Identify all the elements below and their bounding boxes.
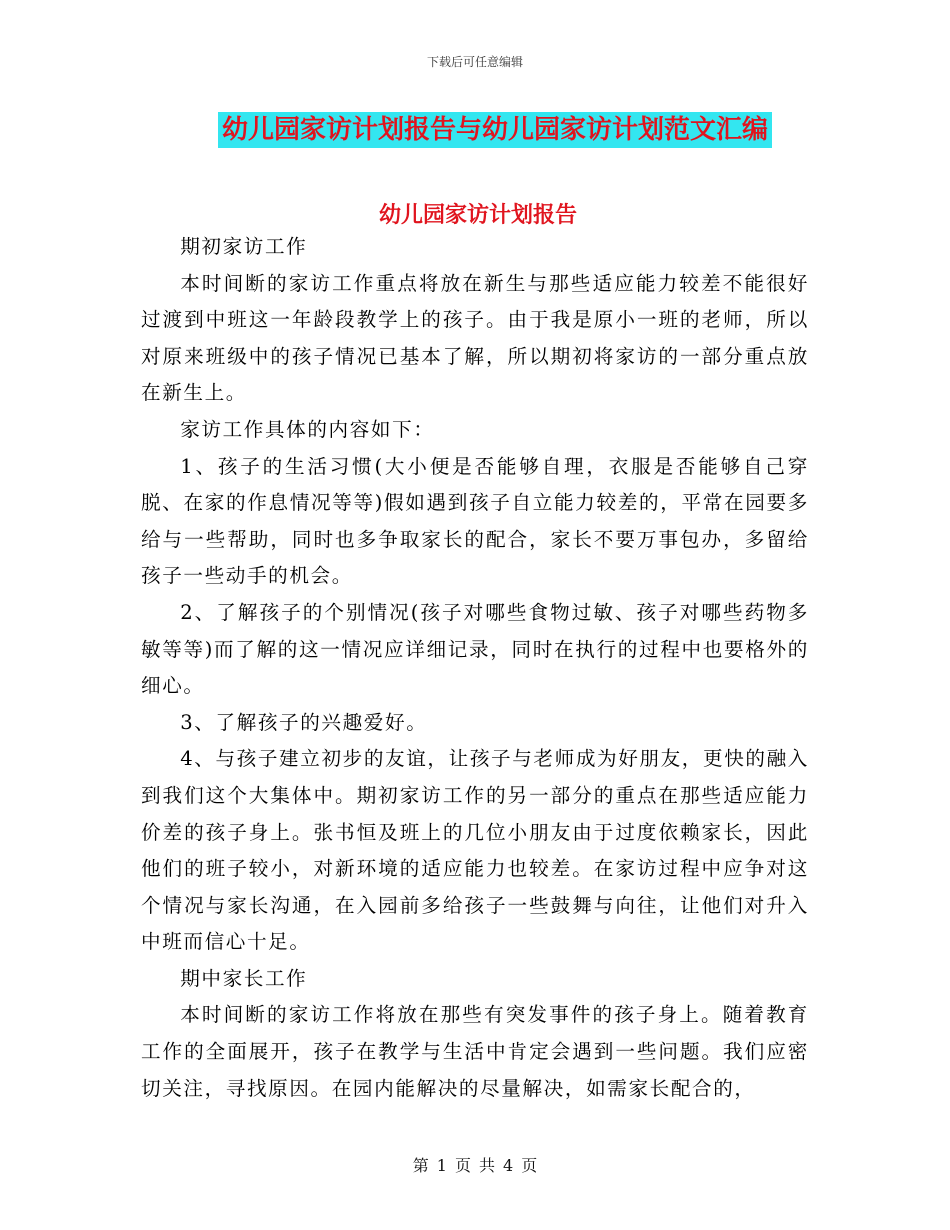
footer-page-number: 1 xyxy=(436,1156,447,1175)
section-title: 幼儿园家访计划报告 xyxy=(378,203,577,228)
paragraph: 家访工作具体的内容如下： xyxy=(180,417,435,441)
paragraph-heading-early-visit: 期初家访工作 xyxy=(180,235,308,258)
footer-suffix: 页 xyxy=(521,1156,538,1175)
paragraph-item-3: 3、了解孩子的兴趣爱好。 xyxy=(180,710,428,734)
page-footer xyxy=(0,1153,950,1176)
main-title: 幼儿园家访计划报告与幼儿园家访计划范文汇编 xyxy=(218,112,772,148)
footer-total-pages: 4 xyxy=(503,1156,514,1175)
paragraph: 本时间断的家访工作重点将放在新生与那些适应能力较差不能很好过渡到中班这一年龄段教学上的孩子。由于我是原小一班的老师，所以对原来班级中的孩子情况已基本了解，所以期初将家访的一部分重点放在新生上。 xyxy=(141,271,809,405)
document-body xyxy=(141,229,809,1107)
footer-prefix: 第 xyxy=(412,1156,429,1175)
paragraph-heading-mid-term: 期中家长工作 xyxy=(180,966,308,990)
footer-total-prefix: 共 xyxy=(479,1156,496,1175)
paragraph-item-4: 4、与孩子建立初步的友谊，让孩子与老师成为好朋友，更快的融入到我们这个大集体中。期初家访工作的另一部分的重点在那些适应能力价差的孩子身上。张书恒及班上的几位小朋友由于过度依赖家长，因此他们的班子较小，对新环境的适应能力也较差。在家访过程中应争对这个情况与家长沟通，在入园前多给孩子一些鼓舞与向往，让他们对升入中班而信心十足。 xyxy=(141,747,809,954)
paragraph: 本时间断的家访工作将放在那些有突发事件的孩子身上。随着教育工作的全面展开，孩子在教学与生活中肯定会遇到一些问题。我们应密切关注，寻找原因。在园内能解决的尽量解决，如需家长配合的， xyxy=(141,1003,809,1100)
footer-mid: 页 xyxy=(454,1156,471,1175)
main-title-wrap xyxy=(0,112,950,148)
header-note: 下载后可任意编辑 xyxy=(426,55,523,69)
paragraph-item-2: 2、了解孩子的个别情况(孩子对哪些食物过敏、孩子对哪些药物多敏等等)而了解的这一情况应详细记录，同时在执行的过程中也要格外的细心。 xyxy=(141,600,809,698)
paragraph-item-1: 1、孩子的生活习惯(大小便是否能够自理，衣服是否能够自己穿脱、在家的作息情况等等)假如遇到孩子自立能力较差的，平常在园要多给与一些帮助，同时也多争取家长的配合，家长不要万事包办，多留给孩子一些动手的机会。 xyxy=(141,454,809,588)
